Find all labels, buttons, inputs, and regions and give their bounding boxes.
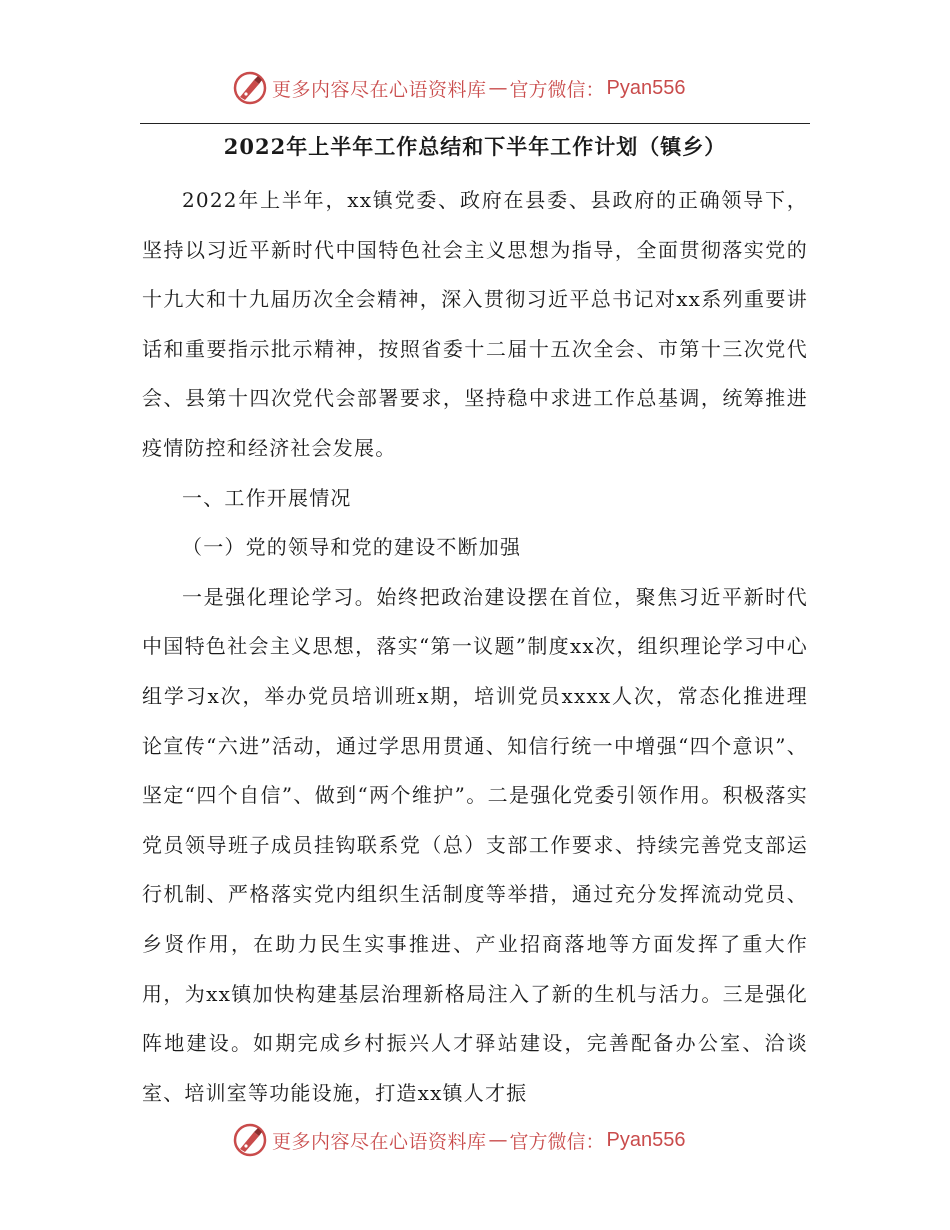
document-body xyxy=(142,176,808,1118)
header-divider xyxy=(140,123,810,124)
document-title: 2022年上半年工作总结和下半年工作计划（镇乡） xyxy=(223,134,727,159)
footer-wechat-id: Pyan556 xyxy=(606,1128,686,1151)
footer-slogan: 更多内容尽在心语资料库 xyxy=(272,1130,487,1153)
section-heading: 一、工作开展情况 xyxy=(182,485,352,510)
banner-slogan: 更多内容尽在心语资料库 xyxy=(272,78,487,101)
banner-wechat-label: 官方微信： xyxy=(509,78,605,101)
subsection-heading: （一）党的领导和党的建设不断加强 xyxy=(182,535,522,560)
paragraph-body: 一是强化理论学习。始终把政治建设摆在首位，聚焦习近平新时代中国特色社会主义思想，落实“第一议题”制度xx次，组织理论学习中心组学习x次，举办党员培训班x期，培训党员xxxx人次，常态化推进理论宣传“六进”活动，通过学思用贯通、知信行统一中增强“四个意识”、坚定“四个自信”、做到“两个维护”。二是强化党委引领作用。积极落实党员领导班子成员挂钩联系党（总）支部工作要求、持续完善党支部运行机制、严格落实党内组织生活制度等举措，通过充分发挥流动党员、乡贤作用，在助力民生实事推进、产业招商落地等方面发挥了重大作用，为xx镇加快构建基层治理新格局注入了新的生机与活力。三是强化阵地建设。如期完成乡村振兴人才驿站建设，完善配备办公室、洽谈室、培训室等功能设施，打造xx镇人才振 xyxy=(142,584,808,1105)
fountain-pen-logo-icon xyxy=(232,1122,268,1158)
footer-dash: — xyxy=(488,1129,508,1151)
paragraph-intro: 2022年上半年，xx镇党委、政府在县委、县政府的正确领导下，坚持以习近平新时代中国特色社会主义思想为指导，全面贯彻落实党的十九大和十九届历次全会精神，深入贯彻习近平总书记对xx系列重要讲话和重要指示批示精神，按照省委十二届十五次全会、市第十三次党代会、县第十四次党代会部署要求，坚持稳中求进工作总基调，统筹推进疫情防控和经济社会发展。 xyxy=(142,188,808,460)
fountain-pen-logo-icon xyxy=(232,70,268,106)
banner-wechat-id: Pyan556 xyxy=(606,76,686,99)
footer-wechat-label: 官方微信： xyxy=(509,1130,605,1153)
banner-dash: — xyxy=(488,77,508,99)
header-banner xyxy=(232,68,712,108)
footer-banner xyxy=(232,1120,712,1160)
